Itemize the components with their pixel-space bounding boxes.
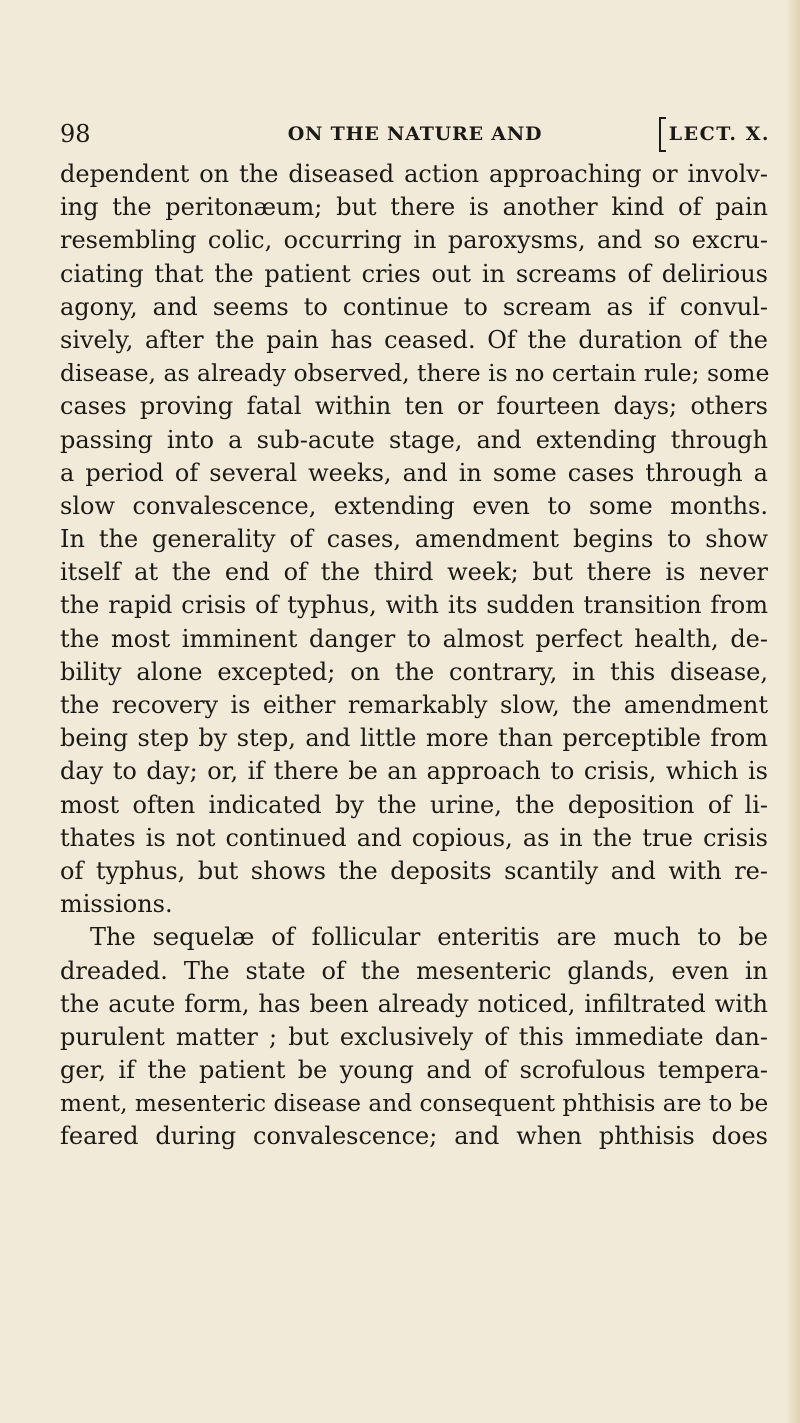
text-line: day to day; or, if there be an approach to crisis, which is <box>60 757 768 786</box>
section-label: LECT. X. <box>668 123 770 145</box>
text-line: ger, if the patient be young and of scrofulous tempera- <box>60 1056 768 1085</box>
text-line: agony, and seems to continue to scream as if convul- <box>60 292 768 321</box>
text-line: dreaded. The state of the mesenteric glands, even in <box>60 956 768 985</box>
text-line: the rapid crisis of typhus, with its sudden transition from <box>60 591 768 620</box>
text-line: thates is not continued and copious, as in the true crisis <box>60 823 768 852</box>
text-line: resembling colic, occurring in paroxysms, and so excru- <box>60 226 768 255</box>
section-mark <box>659 118 770 150</box>
text-line: purulent matter ; but exclusively of this immediate dan- <box>60 1022 768 1051</box>
text-line: the acute form, has been already noticed, infiltrated with <box>60 989 768 1018</box>
running-header <box>60 118 770 150</box>
text-line: disease, as already observed, there is no certain rule; some <box>60 359 770 388</box>
text-line: a period of several weeks, and in some cases through a <box>60 458 768 487</box>
text-line: the most imminent danger to almost perfect health, de- <box>60 624 768 653</box>
text-line: of typhus, but shows the deposits scantily and with re- <box>60 856 768 885</box>
text-line: dependent on the diseased action approaching or involv- <box>60 160 768 188</box>
text-line: missions. <box>60 890 173 919</box>
text-line: cases proving fatal within ten or fourteen days; others <box>60 392 768 421</box>
body-text <box>60 158 768 1154</box>
bracket-mark <box>659 117 666 152</box>
text-line: being step by step, and little more than perceptible from <box>60 724 768 753</box>
text-line: ment, mesenteric disease and consequent phthisis are to be <box>60 1090 769 1118</box>
text-line: sively, after the pain has ceased. Of the duration of the <box>60 325 768 354</box>
text-line: the recovery is either remarkably slow, the amendment <box>60 691 768 719</box>
text-line: passing into a sub-acute stage, and extending through <box>60 425 768 454</box>
text-line: itself at the end of the third week; but there is never <box>60 558 768 587</box>
text-line: most often indicated by the urine, the deposition of li- <box>60 790 768 819</box>
text-line: bility alone excepted; on the contrary, in this disease, <box>60 657 768 686</box>
text-line: ing the peritonæum; but there is another kind of pain <box>60 193 768 222</box>
text-line: In the generality of cases, amendment begins to show <box>60 525 768 554</box>
page-edge <box>786 0 800 1423</box>
text-line: The sequelæ of follicular enteritis are much to be <box>90 923 768 952</box>
text-line: ciating that the patient cries out in screams of delirious <box>60 259 768 288</box>
text-line: feared during convalescence; and when phthisis does <box>60 1122 768 1151</box>
text-line: slow convalescence, extending even to some months. <box>60 491 768 520</box>
page-number: 98 <box>60 120 91 148</box>
running-title: ON THE NATURE AND <box>287 123 543 145</box>
